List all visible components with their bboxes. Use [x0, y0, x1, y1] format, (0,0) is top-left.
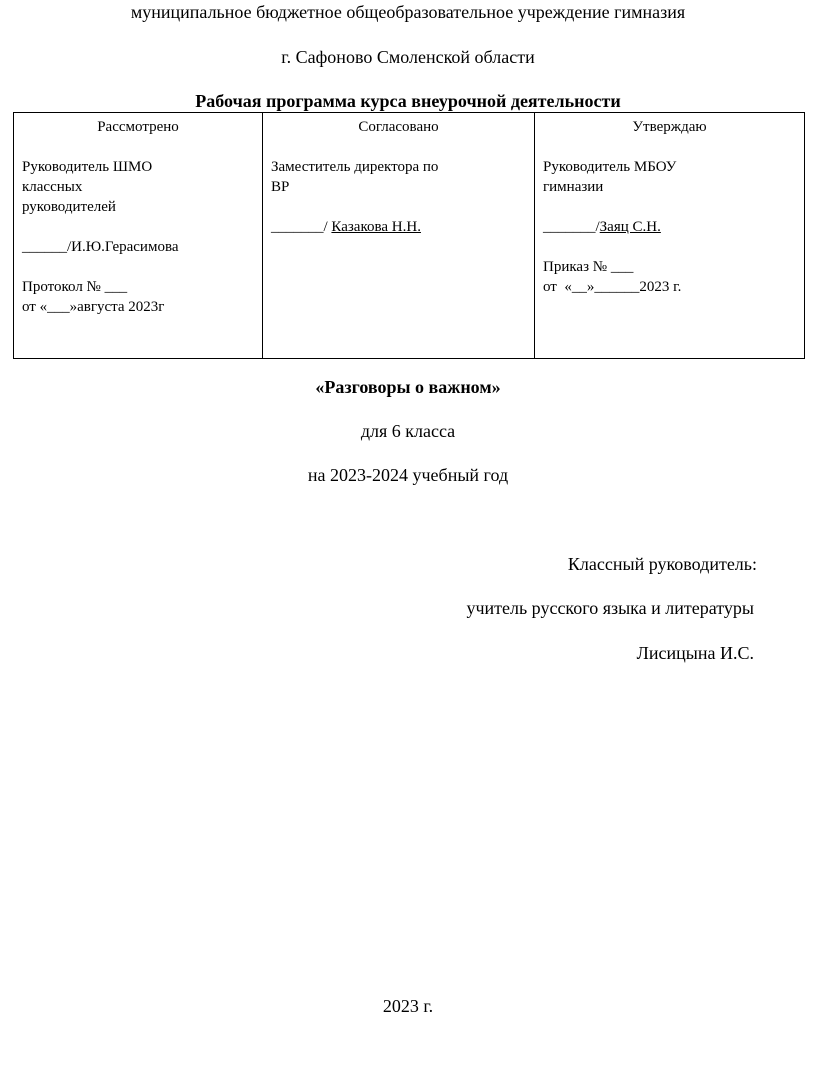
- reviewed-heading: Рассмотрено: [97, 119, 179, 135]
- reviewer-role-line2: классных: [22, 179, 83, 195]
- reviewer-role-line3: руководителей: [22, 199, 116, 215]
- approver-role-line2: гимназии: [543, 179, 604, 195]
- approver-name: Заяц С.Н.: [599, 219, 661, 235]
- document-title: Рабочая программа курса внеурочной деятельности: [195, 91, 621, 111]
- agreer-signature-blank: _______/: [271, 219, 332, 235]
- teacher-position: учитель русского языка и литературы: [466, 598, 754, 618]
- protocol-number: Протокол № ___: [22, 279, 128, 295]
- course-name: «Разговоры о важном»: [315, 377, 501, 397]
- approved-heading: Утверждаю: [632, 119, 707, 135]
- agreed-heading: Согласовано: [358, 119, 439, 135]
- organization-name: муниципальное бюджетное общеобразовательное учреждение гимназия: [130, 2, 686, 22]
- order-number: Приказ № ___: [543, 259, 634, 275]
- approval-cell-approved: [535, 113, 805, 359]
- reviewer-signature: ______/И.Ю.Герасимова: [22, 239, 179, 255]
- course-year: на 2023-2024 учебный год: [307, 465, 509, 485]
- agreer-name: Казакова Н.Н.: [331, 219, 421, 235]
- approval-cell-reviewed: [14, 113, 263, 359]
- teacher-title: Классный руководитель:: [567, 554, 757, 574]
- protocol-date: от «___»августа 2023г: [22, 299, 165, 315]
- approval-table: [13, 112, 805, 359]
- city-line: г. Сафоново Смоленской области: [281, 47, 535, 67]
- approver-role-line1: Руководитель МБОУ: [543, 159, 677, 175]
- order-date: от «__»______2023 г.: [543, 279, 682, 295]
- footer-year: 2023 г.: [382, 996, 434, 1016]
- teacher-name: Лисицына И.С.: [636, 643, 754, 663]
- course-grade: для 6 класса: [360, 421, 456, 441]
- agreer-role-line2: ВР: [271, 179, 290, 195]
- reviewer-role-line1: Руководитель ШМО: [22, 159, 153, 175]
- agreer-signature: [271, 217, 526, 237]
- approval-cell-agreed: [263, 113, 535, 359]
- approver-signature: [543, 217, 796, 237]
- agreer-role-line1: Заместитель директора по: [271, 159, 439, 175]
- approver-signature-blank: _______/: [543, 219, 600, 235]
